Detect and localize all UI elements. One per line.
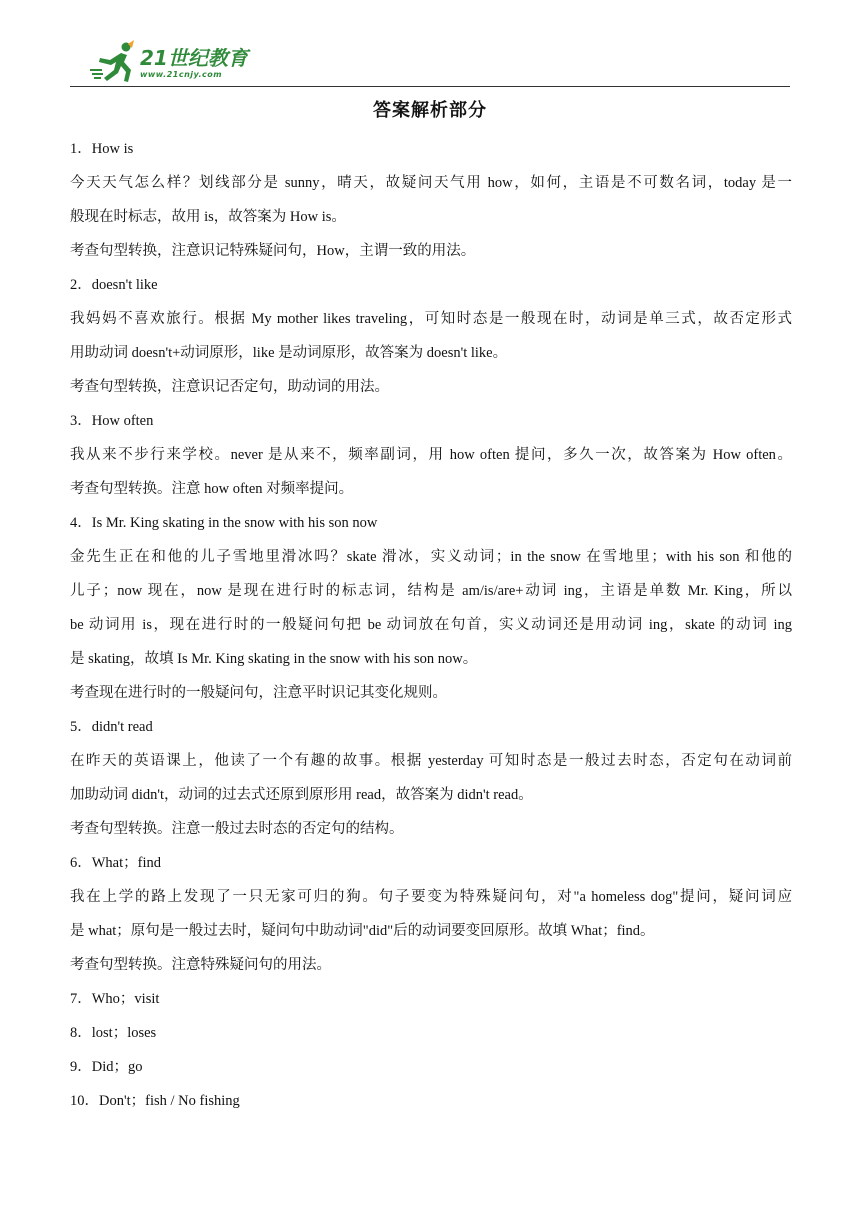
answer-item: 5．didn't read	[70, 719, 153, 735]
answer-item: 7．Who；visit	[70, 991, 160, 1007]
explanation-line: 儿子；now 现在，now 是现在进行时的标志词，结构是 am/is/are+动词 ing，主语是单数 Mr. King，所以	[70, 583, 792, 599]
answer-item: 3．How often	[70, 413, 154, 429]
answer-item: 2．doesn't like	[70, 277, 158, 293]
explanation-line: 我妈妈不喜欢旅行。根据 My mother likes traveling，可知时态是一般现在时，动词是单三式，故否定形式	[70, 311, 792, 327]
answer-item: 9．Did；go	[70, 1059, 143, 1075]
answer-item: 8．lost；loses	[70, 1025, 157, 1041]
logo-text: 21世纪教育	[140, 46, 248, 70]
running-man-icon	[88, 40, 138, 84]
explanation-line: 考查现在进行时的一般疑问句，注意平时识记其变化规则。	[70, 685, 447, 701]
explanation-line: 考查句型转换，注意识记否定句，助动词的用法。	[70, 379, 389, 395]
logo-url: www.21cnjy.com	[140, 70, 223, 79]
answer-content	[70, 132, 792, 1118]
explanation-line: 考查句型转换。注意特殊疑问句的用法。	[70, 957, 331, 973]
page-title: 答案解析部分	[373, 100, 487, 121]
explanation-line: 考查句型转换。注意 how often 对频率提问。	[70, 481, 354, 497]
explanation-line: 我在上学的路上发现了一只无家可归的狗。句子要变为特殊疑问句，对"a homeless dog"提问，疑问词应	[70, 889, 792, 905]
answer-item: 4．Is Mr. King skating in the snow with his son now	[70, 515, 378, 531]
explanation-line: 我从来不步行来学校。never 是从来不，频率副词，用 how often 提问，多久一次，故答案为 How often。	[70, 447, 792, 463]
answer-item: 6．What；find	[70, 855, 162, 871]
answer-item: 10．Don't；fish / No fishing	[70, 1093, 240, 1109]
explanation-line: be 动词用 is，现在进行时的一般疑问句把 be 动词放在句首，实义动词还是用动词 ing，skate 的动词 ing	[70, 617, 792, 633]
explanation-line: 今天天气怎么样？划线部分是 sunny，晴天，故疑问天气用 how，如何，主语是不可数名词，today 是一	[70, 175, 792, 191]
explanation-line: 考查句型转换，注意识记特殊疑问句，How，主谓一致的用法。	[70, 243, 476, 259]
site-logo[interactable]	[88, 40, 328, 84]
explanation-line: 是 skating，故填 Is Mr. King skating in the snow with his son now。	[70, 651, 478, 667]
page-header	[70, 40, 790, 87]
explanation-line: 在昨天的英语课上，他读了一个有趣的故事。根据 yesterday 可知时态是一般过去时态，否定句在动词前	[70, 753, 792, 769]
explanation-line: 考查句型转换。注意一般过去时态的否定句的结构。	[70, 821, 404, 837]
explanation-line: 金先生正在和他的儿子雪地里滑冰吗？skate 滑冰，实义动词；in the snow 在雪地里；with his son 和他的	[70, 549, 792, 565]
answer-item: 1．How is	[70, 141, 134, 157]
explanation-line: 般现在时标志，故用 is，故答案为 How is。	[70, 209, 346, 225]
explanation-line: 是 what；原句是一般过去时，疑问句中助动词"did"后的动词要变回原形。故填 What；find。	[70, 923, 655, 939]
explanation-line: 用助动词 doesn't+动词原形，like 是动词原形，故答案为 doesn't like。	[70, 345, 508, 361]
explanation-line: 加助动词 didn't，动词的过去式还原到原形用 read，故答案为 didn't read。	[70, 787, 533, 803]
